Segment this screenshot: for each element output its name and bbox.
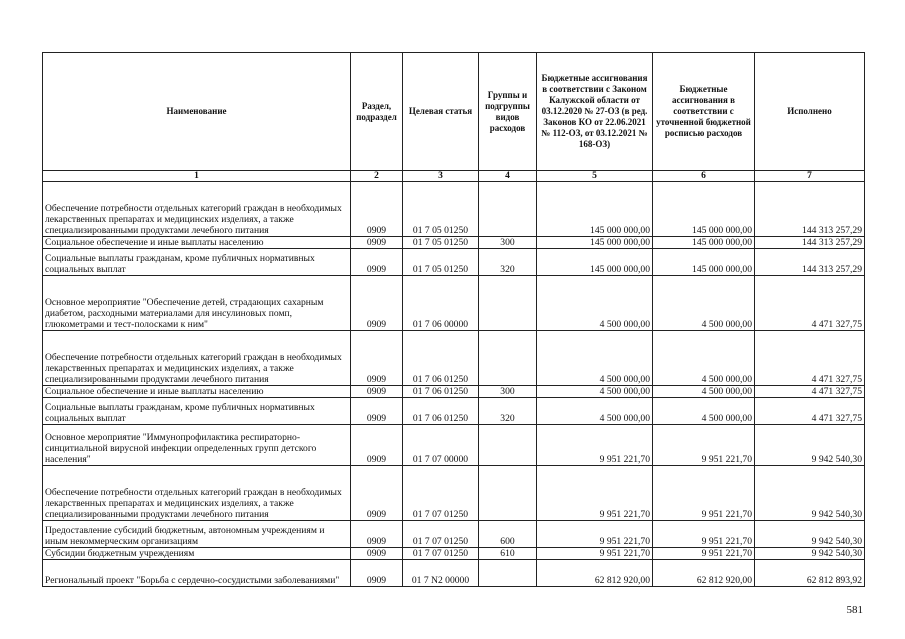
table-row (43, 249, 865, 276)
row-executed: 62 812 893,92 (755, 560, 865, 587)
row-budget: 62 812 920,00 (537, 560, 653, 587)
row-refined: 145 000 000,00 (653, 237, 755, 249)
row-target: 01 7 05 01250 (403, 249, 479, 276)
row-group: 600 (479, 521, 537, 548)
row-group (479, 560, 537, 587)
row-section: 0909 (351, 331, 403, 386)
table-row (43, 182, 865, 237)
row-section: 0909 (351, 276, 403, 331)
row-name: Основное мероприятие "Обеспечение детей, страдающих сахарным диабетом, расходными материалами для инсулиновых помп, глюкометрами и тест-полосками к ним" (43, 276, 351, 331)
row-budget: 9 951 221,70 (537, 521, 653, 548)
table-row (43, 560, 865, 587)
row-section: 0909 (351, 237, 403, 249)
row-executed: 9 942 540,30 (755, 548, 865, 560)
row-budget: 145 000 000,00 (537, 182, 653, 237)
row-target: 01 7 N2 00000 (403, 560, 479, 587)
row-refined: 62 812 920,00 (653, 560, 755, 587)
table-row (43, 331, 865, 386)
row-target: 01 7 07 00000 (403, 425, 479, 466)
table-row (43, 237, 865, 249)
row-target: 01 7 06 00000 (403, 276, 479, 331)
row-group (479, 425, 537, 466)
row-name: Обеспечение потребности отдельных категорий граждан в необходимых лекарственных препаратах и медицинских изделиях, а также специализированными продуктами лечебного питания (43, 331, 351, 386)
row-name: Социальное обеспечение и иные выплаты населению (43, 386, 351, 398)
row-target: 01 7 06 01250 (403, 331, 479, 386)
row-budget: 9 951 221,70 (537, 548, 653, 560)
row-refined: 9 951 221,70 (653, 425, 755, 466)
row-section: 0909 (351, 521, 403, 548)
header-name: Наименование (43, 53, 351, 171)
header-budget: Бюджетные ассигнования в соответствии с Законом Калужской области от 03.12.2020 № 27-ОЗ (в ред. Законов КО от 22.06.2021 № 112-ОЗ, от 03.12.2021 № 168-ОЗ) (537, 53, 653, 171)
row-refined: 9 951 221,70 (653, 548, 755, 560)
table-row (43, 276, 865, 331)
row-section: 0909 (351, 548, 403, 560)
header-refined: Бюджетные ассигнования в соответствии с уточненной бюджетной росписью расходов (653, 53, 755, 171)
row-section: 0909 (351, 425, 403, 466)
row-refined: 145 000 000,00 (653, 249, 755, 276)
row-group (479, 182, 537, 237)
row-target: 01 7 07 01250 (403, 466, 479, 521)
row-refined: 4 500 000,00 (653, 386, 755, 398)
row-name: Социальные выплаты гражданам, кроме публичных нормативных социальных выплат (43, 398, 351, 425)
row-section: 0909 (351, 398, 403, 425)
row-executed: 144 313 257,29 (755, 182, 865, 237)
row-group: 300 (479, 237, 537, 249)
row-budget: 9 951 221,70 (537, 466, 653, 521)
row-budget: 4 500 000,00 (537, 398, 653, 425)
row-group (479, 331, 537, 386)
row-executed: 144 313 257,29 (755, 237, 865, 249)
table-row (43, 466, 865, 521)
row-name: Социальные выплаты гражданам, кроме публичных нормативных социальных выплат (43, 249, 351, 276)
row-budget: 9 951 221,70 (537, 425, 653, 466)
column-number: 3 (403, 171, 479, 182)
row-target: 01 7 06 01250 (403, 398, 479, 425)
row-refined: 9 951 221,70 (653, 521, 755, 548)
header-target: Целевая статья (403, 53, 479, 171)
row-group: 320 (479, 398, 537, 425)
table-row (43, 398, 865, 425)
row-target: 01 7 07 01250 (403, 548, 479, 560)
row-name: Социальное обеспечение и иные выплаты населению (43, 237, 351, 249)
column-number: 7 (755, 171, 865, 182)
row-refined: 4 500 000,00 (653, 276, 755, 331)
row-executed: 4 471 327,75 (755, 331, 865, 386)
row-group (479, 276, 537, 331)
row-budget: 4 500 000,00 (537, 331, 653, 386)
row-budget: 145 000 000,00 (537, 249, 653, 276)
table-row (43, 425, 865, 466)
row-refined: 4 500 000,00 (653, 398, 755, 425)
column-number: 2 (351, 171, 403, 182)
row-name: Основное мероприятие "Иммунопрофилактика респираторно-синцитиальной вирусной инфекции определенных групп детского населения" (43, 425, 351, 466)
row-refined: 9 951 221,70 (653, 466, 755, 521)
row-executed: 144 313 257,29 (755, 249, 865, 276)
row-refined: 4 500 000,00 (653, 331, 755, 386)
row-name: Обеспечение потребности отдельных категорий граждан в необходимых лекарственных препаратах и медицинских изделиях, а также специализированными продуктами лечебного питания (43, 466, 351, 521)
page-number: 581 (846, 604, 863, 616)
row-section: 0909 (351, 182, 403, 237)
column-number: 5 (537, 171, 653, 182)
row-budget: 4 500 000,00 (537, 276, 653, 331)
row-section: 0909 (351, 249, 403, 276)
row-target: 01 7 05 01250 (403, 237, 479, 249)
row-group: 610 (479, 548, 537, 560)
row-budget: 145 000 000,00 (537, 237, 653, 249)
row-section: 0909 (351, 466, 403, 521)
row-executed: 4 471 327,75 (755, 276, 865, 331)
row-executed: 9 942 540,30 (755, 425, 865, 466)
column-number-row (43, 171, 865, 182)
table-row (43, 521, 865, 548)
table-row (43, 548, 865, 560)
row-target: 01 7 05 01250 (403, 182, 479, 237)
row-section: 0909 (351, 386, 403, 398)
header-row (43, 53, 865, 171)
header-group: Группы и подгруппы видов расходов (479, 53, 537, 171)
row-group: 300 (479, 386, 537, 398)
column-number: 1 (43, 171, 351, 182)
table-row (43, 386, 865, 398)
row-refined: 145 000 000,00 (653, 182, 755, 237)
row-name: Субсидии бюджетным учреждениям (43, 548, 351, 560)
row-executed: 4 471 327,75 (755, 398, 865, 425)
row-section: 0909 (351, 560, 403, 587)
row-executed: 9 942 540,30 (755, 466, 865, 521)
budget-table (42, 52, 865, 587)
column-number: 4 (479, 171, 537, 182)
row-name: Региональный проект "Борьба с сердечно-сосудистыми заболеваниями" (43, 560, 351, 587)
row-group: 320 (479, 249, 537, 276)
row-name: Обеспечение потребности отдельных категорий граждан в необходимых лекарственных препаратах и медицинских изделиях, а также специализированными продуктами лечебного питания (43, 182, 351, 237)
header-section: Раздел, подраздел (351, 53, 403, 171)
row-executed: 9 942 540,30 (755, 521, 865, 548)
row-budget: 4 500 000,00 (537, 386, 653, 398)
row-target: 01 7 06 01250 (403, 386, 479, 398)
row-name: Предоставление субсидий бюджетным, автономным учреждениям и иным некоммерческим организациям (43, 521, 351, 548)
header-executed: Исполнено (755, 53, 865, 171)
row-target: 01 7 07 01250 (403, 521, 479, 548)
row-executed: 4 471 327,75 (755, 386, 865, 398)
row-group (479, 466, 537, 521)
column-number: 6 (653, 171, 755, 182)
